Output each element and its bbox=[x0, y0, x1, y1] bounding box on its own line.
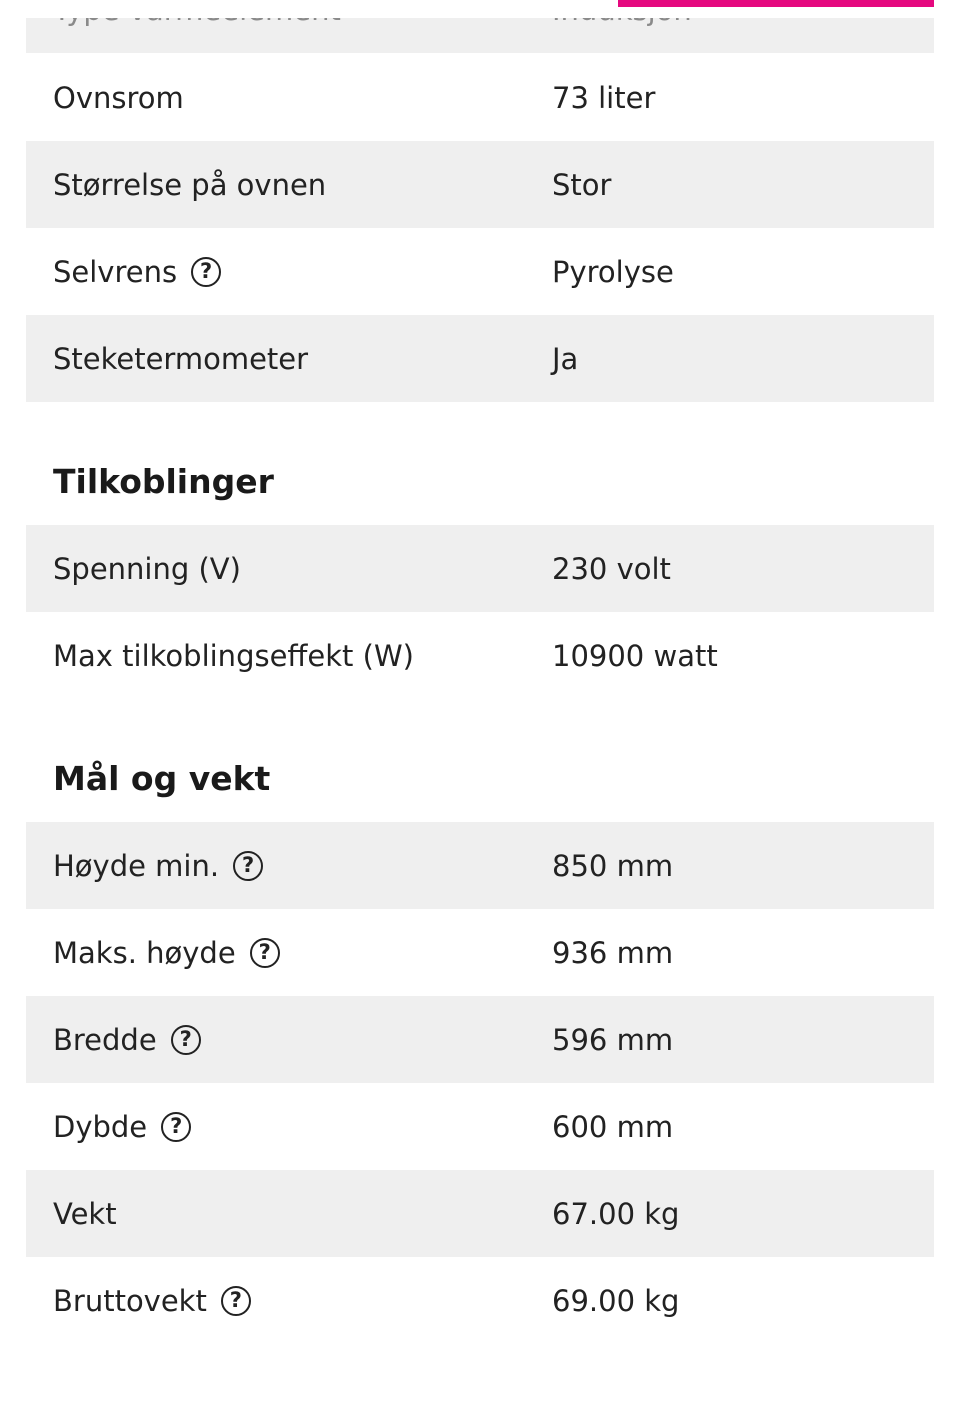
spec-value: 850 mm bbox=[552, 848, 674, 883]
section-title-mal-og-vekt: Mål og vekt bbox=[53, 759, 271, 798]
spec-label: Steketermometer bbox=[53, 341, 309, 376]
spec-label-group bbox=[53, 936, 280, 970]
question-circle-icon[interactable]: ? bbox=[191, 257, 221, 287]
section-title-tilkoblinger: Tilkoblinger bbox=[53, 462, 274, 501]
spec-value: Ja bbox=[552, 341, 579, 376]
spec-label: Ovnsrom bbox=[53, 80, 184, 115]
spec-value: 936 mm bbox=[552, 935, 674, 970]
spec-label: Selvrens bbox=[53, 254, 178, 289]
spec-label-group bbox=[53, 1110, 191, 1144]
spec-value: 73 liter bbox=[552, 80, 656, 115]
spec-label: Høyde min. bbox=[53, 848, 220, 883]
question-circle-icon[interactable]: ? bbox=[233, 851, 263, 881]
spec-label: Spenning (V) bbox=[53, 551, 241, 586]
spec-label-group bbox=[53, 1284, 251, 1318]
spec-row-bruttovekt bbox=[26, 1257, 934, 1344]
spec-label: Dybde bbox=[53, 1109, 148, 1144]
spec-value: 600 mm bbox=[552, 1109, 674, 1144]
spec-label: Maks. høyde bbox=[53, 935, 236, 970]
question-circle-icon[interactable]: ? bbox=[161, 1112, 191, 1142]
spec-label-group bbox=[53, 255, 221, 289]
spec-value: Pyrolyse bbox=[552, 254, 674, 289]
spec-row-storrelse bbox=[26, 141, 934, 228]
accent-bar bbox=[618, 0, 934, 7]
spec-value: 10900 watt bbox=[552, 638, 718, 673]
spec-label: Bruttovekt bbox=[53, 1283, 207, 1318]
spec-value: 69.00 kg bbox=[552, 1283, 680, 1318]
spec-row-selvrens bbox=[26, 228, 934, 315]
spec-value: 230 volt bbox=[552, 551, 671, 586]
spec-label: Størrelse på ovnen bbox=[53, 167, 327, 202]
spec-row-maks-hoyde bbox=[26, 909, 934, 996]
question-circle-icon[interactable]: ? bbox=[250, 938, 280, 968]
spec-label-group bbox=[53, 1023, 201, 1057]
spec-label-group bbox=[53, 849, 263, 883]
spec-value: 596 mm bbox=[552, 1022, 674, 1057]
question-circle-icon[interactable]: ? bbox=[221, 1286, 251, 1316]
spec-row-steketermometer bbox=[26, 315, 934, 402]
spec-row-ovnsrom bbox=[26, 54, 934, 141]
spec-value: 67.00 kg bbox=[552, 1196, 680, 1231]
spec-row-hoyde-min bbox=[26, 822, 934, 909]
spec-row-spenning bbox=[26, 525, 934, 612]
spec-label: Max tilkoblingseffekt (W) bbox=[53, 638, 414, 673]
spec-row-tilkoblingseffekt bbox=[26, 612, 934, 699]
spec-row-dybde bbox=[26, 1083, 934, 1170]
question-circle-icon[interactable]: ? bbox=[171, 1025, 201, 1055]
spec-value: Stor bbox=[552, 167, 612, 202]
spec-label: Bredde bbox=[53, 1022, 157, 1057]
spec-row-bredde bbox=[26, 996, 934, 1083]
spec-label: Vekt bbox=[53, 1196, 117, 1231]
spec-row-vekt bbox=[26, 1170, 934, 1257]
